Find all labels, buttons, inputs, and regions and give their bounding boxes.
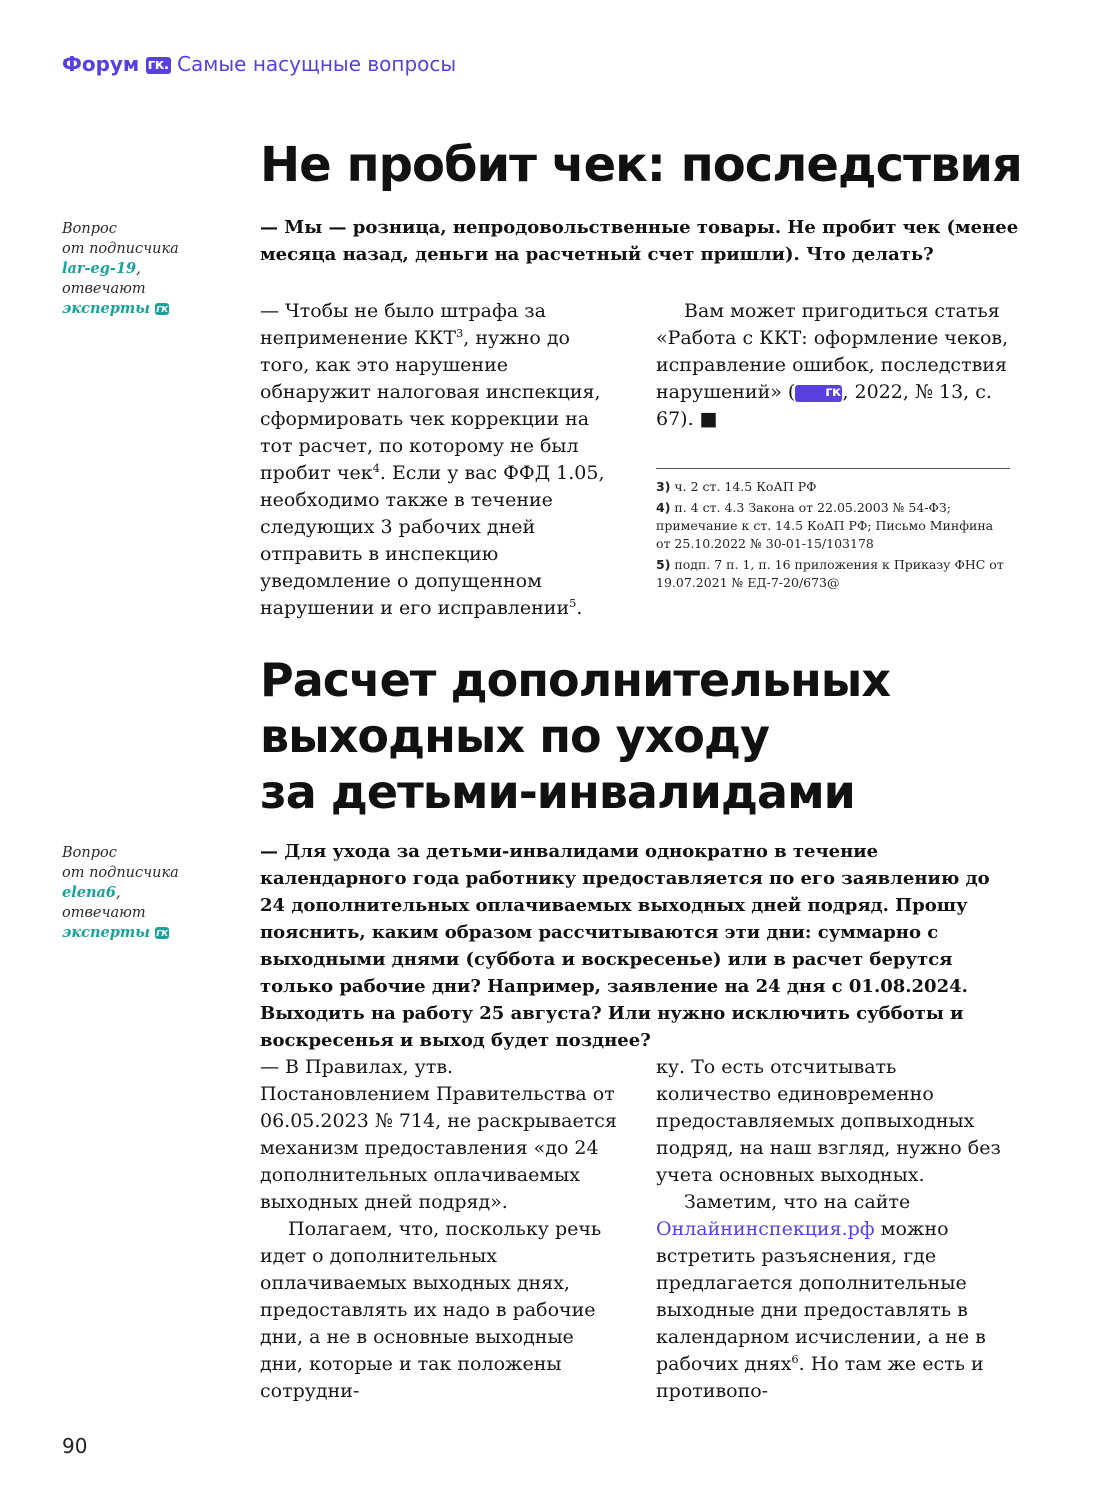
nick-comma: , [116,885,121,901]
answer-text: — Чтобы не было штрафа за неприменение ККТ [260,300,546,349]
header-section-title: Самые насущные вопросы [177,52,457,76]
footnote-text: ч. 2 ст. 14.5 КоАП РФ [674,479,817,494]
footnote-divider [656,468,1010,469]
experts-label: эксперты [62,300,150,317]
article2-answer-left [260,1054,618,1405]
article1-answer-right [656,298,1010,433]
footnote-number: 3) [656,479,671,494]
nick-comma: , [136,261,141,277]
answer-text: Заметим, что на сайте [684,1191,911,1213]
page-number: 90 [62,1434,88,1458]
reference-paragraph [656,298,1010,433]
sidebar-answer-label: отвечают [62,281,146,297]
title-line: за детьми-инвалидами [260,765,855,819]
answer-text: , 2022, № 13, с. 67). ■ [656,381,992,430]
answer-paragraph: ку. То есть отсчитывать количество единовременно предоставляемых допвыходных подряд, на наш взгляд, нужно без учета основных выходных. [656,1056,1001,1186]
sidebar-nick-line [62,259,242,279]
article1-question: — Мы — розница, непродовольственные товары. Не пробит чек (менее месяца назад, деньги на расчетный счет пришли). Что делать? [260,217,1019,265]
footnote-ref: 4 [372,461,380,476]
sidebar-experts-line [62,299,242,319]
footnote-item [656,478,1010,496]
footnote-item [656,499,1010,553]
article2-answer-right [656,1054,1010,1405]
answer-text: . [576,597,583,619]
subscriber-nick: lar-eg-19 [62,260,137,277]
running-header [62,52,456,76]
gk-logo-icon: гк [795,385,842,402]
footnote-item [656,556,1010,592]
answer-text: . Но там же есть и противопо- [656,1353,984,1402]
subscriber-nick: elena6 [62,884,116,901]
sidebar-question-label: Вопрос [62,845,117,861]
header-forum-label: Форум [62,52,140,76]
footnote-ref: 5 [569,596,577,611]
article1-answer-left [260,298,618,622]
footnote-text: п. 4 ст. 4.3 Закона от 22.05.2003 № 54-ФЗ; примечание к ст. 14.5 КоАП РФ; Письмо Минфина от 25.10.2022 № 30-01-15/103178 [656,500,994,551]
answer-paragraph: Полагаем, что, поскольку речь идет о дополнительных оплачиваемых выходных днях, предоставлять их надо в рабочие дни, а не в основные выходные дни, которые и так положены сотрудни- [260,1218,602,1402]
answer-text: можно встретить разъяснения, где предлагается дополнительные выходные дни предоставлять в календарном исчислении, а не в рабочих днях [656,1218,986,1375]
article2-question: — Для ухода за детьми-инвалидами однократно в течение календарного года работнику предоставляется по его заявлению до 24 дополнительных оплачиваемых выходных дней подряд. Прошу пояснить, каким образом рассчитываются эти дни: суммарно с выходными днями (суббота и воскресенье) или в расчет берутся только рабочие дни? Например, заявление на 24 дня с 01.08.2024. Выходить на работу 25 августа? Или нужно исключить субботы и воскресенья и выход будет позднее? [260,841,990,1051]
article2-sidebar [62,843,242,943]
experts-label: эксперты [62,924,150,941]
gk-logo-icon: гк. [146,57,171,75]
article1-title: Не пробит чек: последствия [260,137,1022,193]
answer-text: . Если у вас ФФД 1.05, необходимо также в течение следующих 3 рабочих дней отправить в инспекцию уведомление о допущенном нарушении и его исправлении [260,462,605,619]
sidebar-from-label: от подписчика [62,865,179,881]
sidebar-question-label: Вопрос [62,221,117,237]
gk-logo-icon: гк [156,302,168,315]
answer-paragraph [260,298,618,622]
answer-text: , нужно до того, как это нарушение обнаружит налоговая инспекция, сформировать чек коррекции на тот расчет, по которому не был пробит чек [260,327,601,484]
title-line: Расчет дополнительных [260,653,891,707]
sidebar-answer-label: отвечают [62,905,146,921]
onlineinspection-link[interactable]: Онлайнинспекция.рф [656,1218,875,1240]
footnote-text: подп. 7 п. 1, п. 16 приложения к Приказу ФНС от 19.07.2021 № ЕД-7-20/673@ [656,557,1004,590]
footnote-ref: 3 [456,326,464,341]
answer-paragraph [656,1189,1010,1405]
sidebar-from-label: от подписчика [62,241,179,257]
footnote-number: 4) [656,500,671,515]
article2-title [260,652,1060,820]
footnote-number: 5) [656,557,671,572]
sidebar-experts-line [62,923,242,943]
gk-logo-icon: гк [156,926,168,939]
answer-paragraph: — В Правилах, утв. Постановлением Правительства от 06.05.2023 № 714, не раскрывается механизм предоставления «до 24 дополнительных оплачиваемых выходных дней подряд». [260,1056,617,1213]
title-line: выходных по уходу [260,709,769,763]
sidebar-nick-line [62,883,242,903]
article1-sidebar [62,219,242,319]
footnotes [656,478,1010,595]
footnote-ref: 6 [791,1352,799,1367]
answer-text: Вам может пригодиться статья «Работа с ККТ: оформление чеков, исправление ошибок, последствия нарушений» ( [656,300,1009,403]
